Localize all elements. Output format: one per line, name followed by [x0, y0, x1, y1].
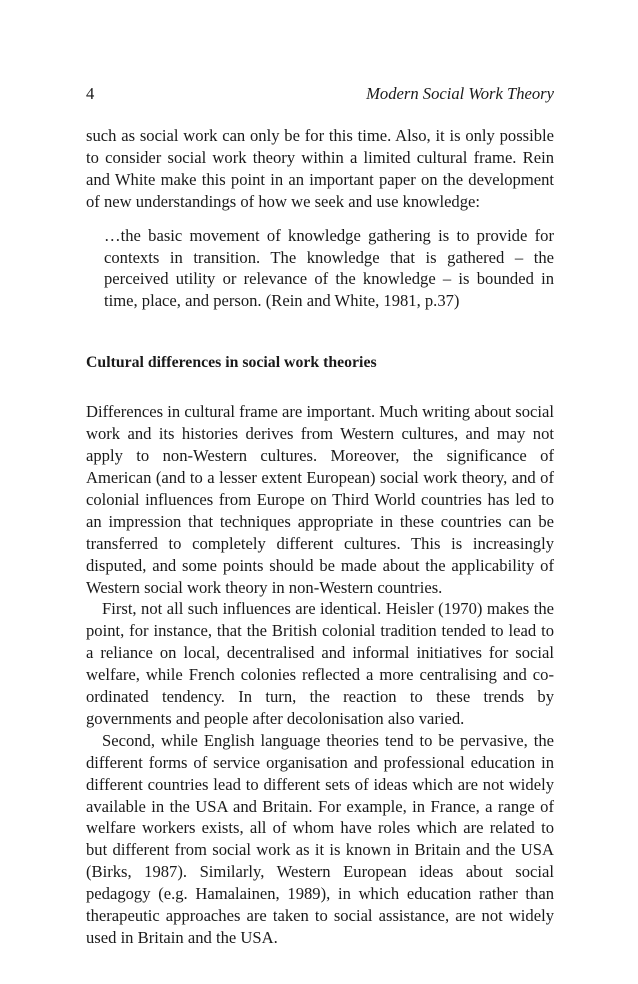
- page-number: 4: [86, 84, 95, 103]
- block-quote: …the basic movement of knowledge gathering is to provide for contexts in transition. The knowledge that is gathered – the perceived utility or relevance of the knowledge – is bounded in time, place, and person. (Rein and White, 1981, p.37): [104, 225, 554, 311]
- running-title: Modern Social Work Theory: [366, 84, 554, 103]
- section-heading: Cultural differences in social work theories: [86, 354, 377, 372]
- running-head: [86, 84, 554, 104]
- body-paragraph-3: Second, while English language theories tend to be pervasive, the different forms of service organisation and professional education in different countries lead to different sets of ideas which are not widely available in the USA and Britain. For example, in France, a range of welfare workers exists, all of whom have roles which are related to but different from social work as it is known in Britain and the USA (Birks, 1987). Similarly, Western European ideas about social pedagogy (e.g. Hamalainen, 1989), in which education rather than therapeutic approaches are taken to social assistance, are not widely used in Britain and the USA.: [86, 730, 554, 947]
- intro-paragraph: such as social work can only be for this time. Also, it is only possible to consider social work theory within a limited cultural frame. Rein and White make this point in an important paper on the development of new understandings of how we seek and use knowledge:: [86, 126, 554, 211]
- body-paragraph-2: First, not all such influences are identical. Heisler (1970) makes the point, for instance, that the British colonial tradition tended to lead to a reliance on local, decentralised and informal initiatives for social welfare, while French colonies reflected a more centralising and co-ordinated tendency. In turn, the reaction to these trends by governments and people after decolonisation also varied.: [86, 599, 554, 728]
- body-paragraph-1: Differences in cultural frame are important. Much writing about social work and its histories derives from Western cultures, and may not apply to non-Western cultures. Moreover, the significance of American (and to a lesser extent European) social work theory, and of colonial influences from Europe on Third World countries has led to an impression that techniques appropriate in these countries can be transferred to completely different cultures. This is increasingly disputed, and some points should be made about the applicability of Western social work theory in non-Western countries.: [86, 402, 554, 597]
- book-page: [86, 84, 554, 949]
